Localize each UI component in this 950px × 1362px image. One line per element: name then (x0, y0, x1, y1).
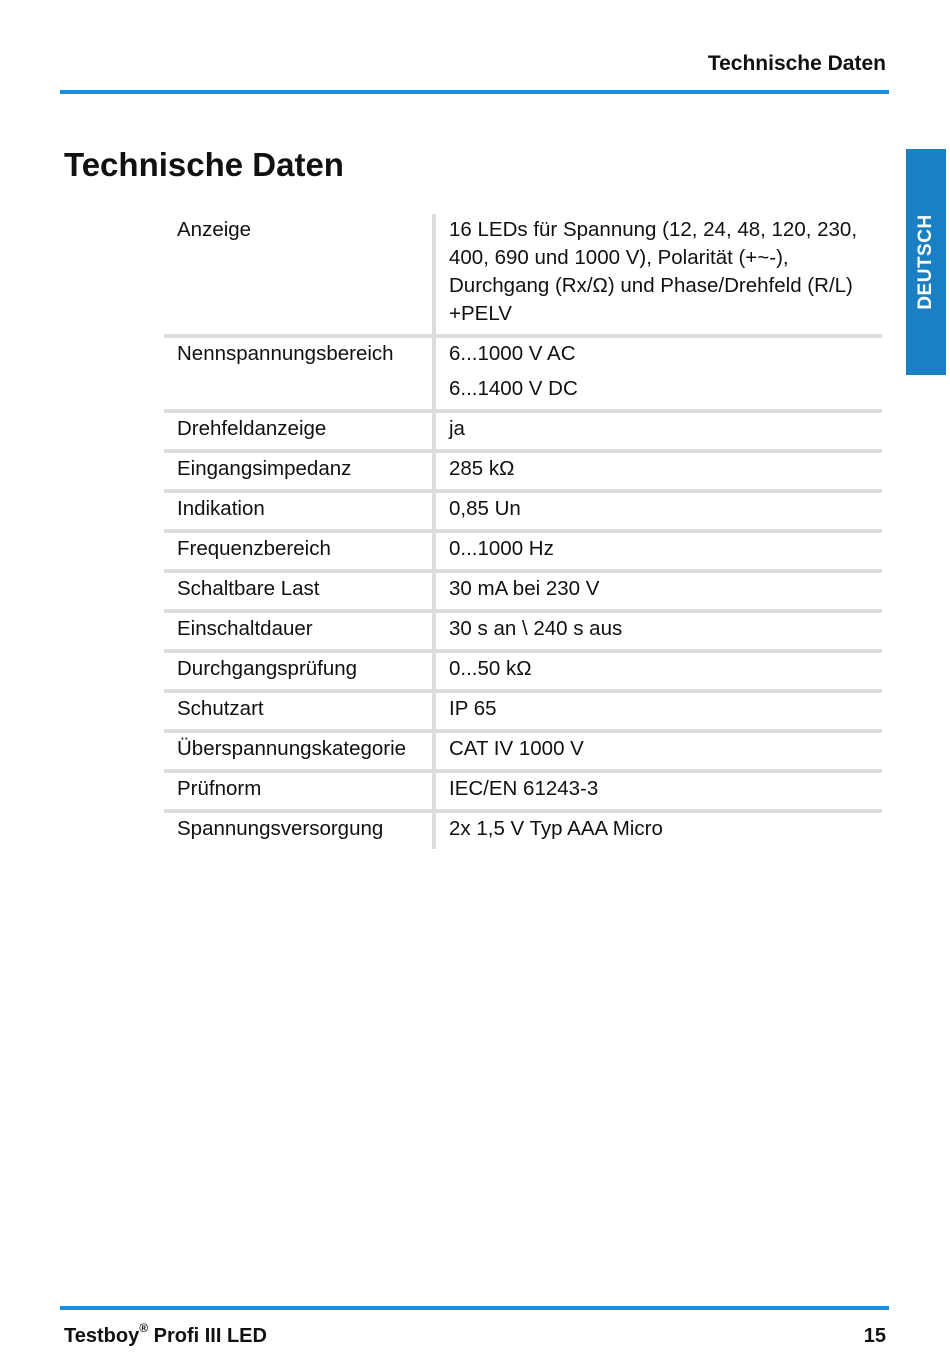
spec-row (164, 531, 882, 571)
spec-value (434, 411, 882, 451)
spec-row (164, 491, 882, 531)
spec-value (434, 336, 882, 411)
spec-value (434, 531, 882, 571)
footer-rule (60, 1306, 889, 1310)
spec-value-line: 2x 1,5 V Typ AAA Micro (449, 817, 663, 840)
header-rule (60, 90, 889, 94)
registered-mark: ® (139, 1321, 149, 1335)
spec-label: Spannungsversorgung (177, 817, 384, 840)
spec-label: Schutzart (164, 691, 434, 731)
spec-value (434, 771, 882, 811)
spec-value (434, 611, 882, 651)
footer-product-name (64, 1321, 267, 1348)
spec-row (164, 411, 882, 451)
spec-value-line: IP 65 (449, 697, 497, 720)
spec-label: Frequenzbereich (164, 531, 434, 571)
spec-label: Durchgangsprüfung (164, 651, 434, 691)
spec-value-line: 0...50 kΩ (449, 657, 532, 680)
spec-label: Anzeige (164, 214, 434, 336)
spec-value-line: 6...1400 V DC (449, 377, 578, 400)
spec-row (164, 651, 882, 691)
footer-model: Profi III LED (153, 1325, 267, 1347)
spec-value-line: 16 LEDs für Spannung (12, 24, 48, 120, 230, 400, 690 und 1000 V), Polarität (+~-), Durchgang (Rx/Ω) und Phase/Drehfeld (R/L) +PELV (449, 218, 858, 325)
spec-label: Drehfeldanzeige (164, 411, 434, 451)
spec-value (434, 651, 882, 691)
spec-row (164, 731, 882, 771)
spec-value-line: 0...1000 Hz (449, 537, 554, 560)
spec-label: Einschaltdauer (164, 611, 434, 651)
running-header: Technische Daten (707, 52, 886, 75)
page-number: 15 (863, 1325, 886, 1347)
spec-value-line: 285 kΩ (449, 457, 515, 480)
spec-table-body (164, 214, 882, 849)
page-title: Technische Daten (64, 146, 344, 183)
spec-value (434, 491, 882, 531)
spec-label: Eingangsimpedanz (164, 451, 434, 491)
spec-value (434, 731, 882, 771)
spec-label: Schaltbare Last (164, 571, 434, 611)
spec-value (434, 451, 882, 491)
spec-label: Überspannungskategorie (164, 731, 434, 771)
spec-label: Prüfnorm (164, 771, 434, 811)
spec-value-line: IEC/EN 61243-3 (449, 777, 599, 800)
spec-value (434, 691, 882, 731)
spec-value-line: 30 mA bei 230 V (449, 577, 600, 600)
spec-table (164, 214, 882, 849)
spec-value (434, 811, 882, 849)
spec-row (164, 451, 882, 491)
spec-row (164, 691, 882, 731)
spec-value-line: 6...1000 V AC (449, 342, 576, 365)
spec-value-line: 0,85 Un (449, 497, 521, 520)
footer-brand: Testboy (64, 1325, 140, 1347)
language-tab-label: DEUTSCH (915, 214, 936, 310)
spec-value-line: CAT IV 1000 V (449, 737, 584, 760)
spec-label: Indikation (164, 491, 434, 531)
spec-label: Nennspannungsbereich (164, 336, 434, 411)
spec-row (164, 336, 882, 411)
language-tab[interactable] (906, 149, 946, 375)
spec-row (164, 214, 882, 336)
spec-row (164, 571, 882, 611)
spec-value-line: 30 s an \ 240 s aus (449, 617, 623, 640)
spec-row (164, 811, 882, 849)
spec-value (434, 214, 882, 336)
spec-row (164, 611, 882, 651)
spec-value (434, 571, 882, 611)
spec-value-line: ja (449, 417, 465, 440)
spec-row (164, 771, 882, 811)
